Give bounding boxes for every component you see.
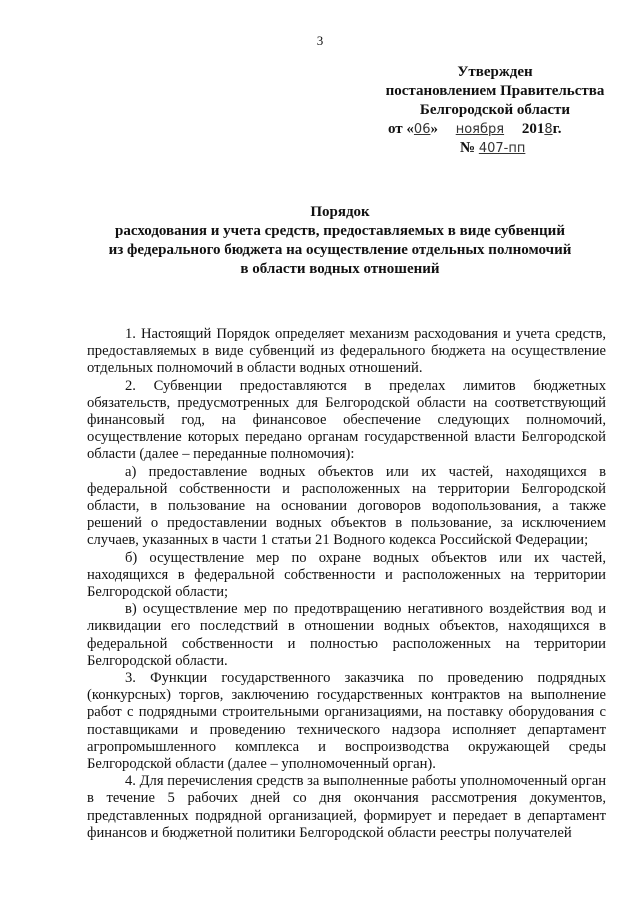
approval-heading: Утвержден <box>457 64 533 80</box>
paragraph-2a: а) предоставление водных объектов или их частей, находящихся в федеральной собственности и расположенных на территории Белгородской области, в пользование на основании договоров водопользования, а также решений о предоставлении водных объектов в пользование, за исключением случаев, указанных в части 1 статьи 21 Водного кодекса Российской Федерации; <box>87 463 606 549</box>
date-year-end: г. <box>552 121 562 137</box>
date-mid: » <box>430 121 438 137</box>
date-month: ноября <box>455 122 505 137</box>
approval-block <box>360 63 630 158</box>
date-prefix: от « <box>388 121 414 137</box>
title-line-4: в области водных отношений <box>240 261 440 277</box>
number-prefix: № <box>460 140 476 156</box>
document-title <box>60 203 620 279</box>
approval-number <box>360 139 630 158</box>
approval-region: Белгородской области <box>419 102 571 118</box>
paragraph-4: 4. Для перечисления средств за выполненные работы уполномоченный орган в течение 5 рабочих дней со дня окончания рассмотрения документов, представленных подрядной организацией, формирует и передает в департамент финансов и бюджетной политики Белгородской области реестры получателей <box>87 773 606 841</box>
date-year-prefix: 201 <box>521 121 545 137</box>
document-body <box>87 326 606 842</box>
approval-authority: постановлением Правительства <box>385 83 605 99</box>
paragraph-2b: б) осуществление мер по охране водных объектов или их частей, находящихся в федеральной собственности и расположенных на территории Белгородской области; <box>87 549 606 601</box>
date-day: 06 <box>413 122 431 137</box>
number-value: 407-пп <box>478 141 526 156</box>
paragraph-3: 3. Функции государственного заказчика по проведению подрядных (конкурсных) торгов, заключению государственных контрактов на выполнение работ с подрядными строительными организациями, на поставку оборудования с поставщиками и проведению технического надзора исполняет департамент агропромышленного комплекса и воспроизводства окружающей среды Белгородской области (далее – уполномоченный орган). <box>87 670 606 773</box>
page-number: 3 <box>316 33 324 48</box>
paragraph-2c: в) осуществление мер по предотвращению негативного воздействия вод и ликвидации его последствий в отношении водных объектов, находящихся в федеральной собственности и полностью расположенных на территории Белгородской области. <box>87 601 606 669</box>
paragraph-2: 2. Субвенции предоставляются в пределах лимитов бюджетных обязательств, предусмотренных для Белгородской области на соответствующий финансовый год, на финансовое обеспечение следующих полномочий, осуществление которых передано органам государственной власти Белгородской области (далее – переданные полномочия): <box>87 377 606 463</box>
date-year-suffix: 8 <box>544 122 553 137</box>
title-line-2: расходования и учета средств, предоставляемых в виде субвенций <box>115 223 565 239</box>
paragraph-1: 1. Настоящий Порядок определяет механизм расходования и учета средств, предоставляемых в виде субвенций из федерального бюджета на осуществление отдельных полномочий в области водных отношений. <box>87 326 606 377</box>
title-line-1: Порядок <box>310 204 370 220</box>
approval-date <box>360 120 630 139</box>
title-line-3: из федерального бюджета на осуществление отдельных полномочий <box>108 242 572 258</box>
